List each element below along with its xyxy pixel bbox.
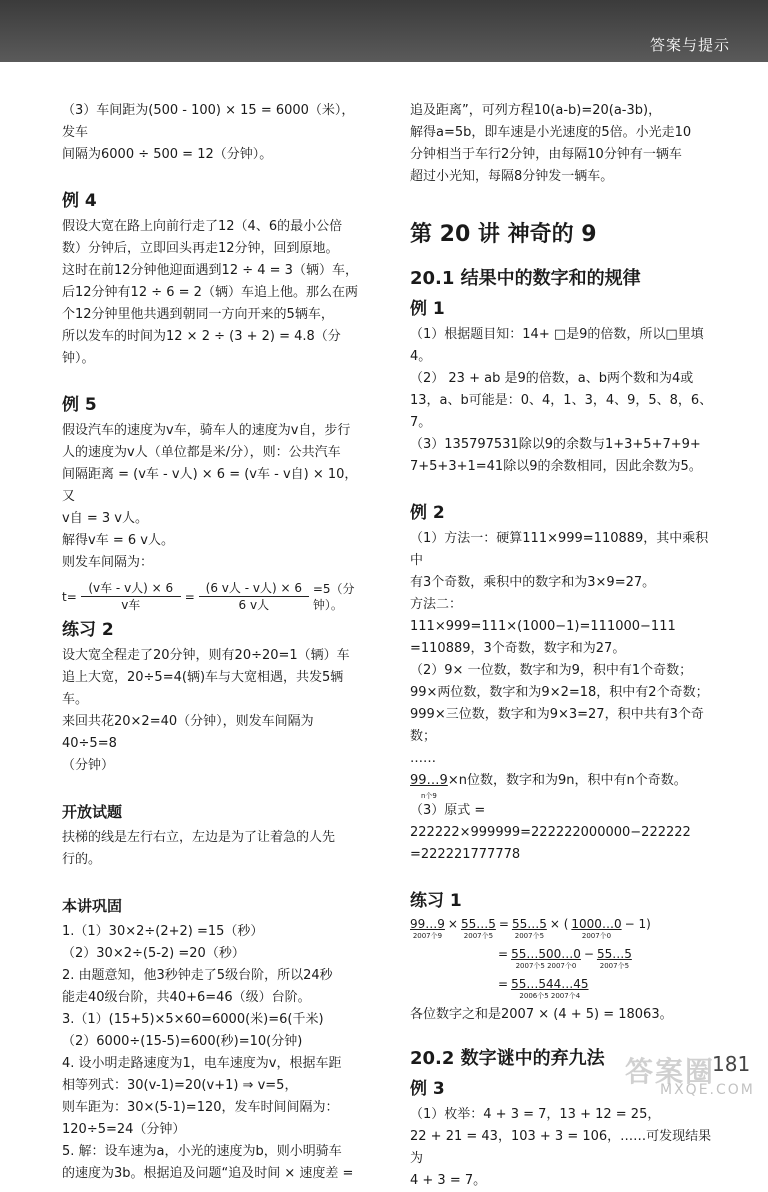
text-line: （2） 23 + ab 是9的倍数，a、b两个数和为4或	[410, 371, 694, 386]
text-line: 方法二：111×999=111×(1000−1)=111000−111	[410, 597, 676, 634]
text-line: 相等列式：30(v-1)=20(v+1) ⇒ v=5，	[62, 1078, 298, 1093]
text-line: 间隔距离 = (v车 - v人) × 6 = (v车 - v自) × 10，又	[62, 467, 358, 504]
text-line: 7+5+3+1=41除以9的余数相同，因此余数为5。	[410, 459, 702, 474]
text-line: 能走40级台阶，共40+6=46（级）台阶。	[62, 990, 311, 1005]
text-line: 2. 由题意知，他3秒钟走了5级台阶，所以24秒	[62, 968, 333, 983]
term-subscript: 2007个5	[599, 962, 630, 970]
open-question-heading: 开放试题	[62, 803, 123, 821]
text-line: （3）135797531除以9的余数与1+3+5+7+9+	[410, 437, 701, 452]
practice-1-equation-1: 99…9 2007个9 × 55…5 2007个5 = 55…5 2007个5 × ( 1000…0 2007个0 − 1)	[410, 917, 651, 940]
lecture-title: 第 20 讲 神奇的 9	[410, 222, 597, 247]
formula-equals: =	[184, 589, 195, 604]
practice-1-equation-2: = 55…500…0 2007个5 2007个0 − 55…5 2007个5	[498, 947, 632, 970]
term: 55…5	[460, 917, 496, 931]
term: 99…9	[410, 917, 445, 931]
formula-denominator: 6 v人	[238, 598, 270, 612]
example-2-heading: 例 2	[410, 503, 445, 523]
term: 55…500…0	[511, 947, 581, 961]
watermark-url: MXQE.COM	[660, 1082, 755, 1098]
text-line: =110889，3个奇数，数字和为27。	[410, 641, 626, 656]
term: 1000…0	[571, 917, 622, 931]
text-line: 分钟相当于车行2分钟，由每隔10分钟有一辆车	[410, 147, 682, 162]
text-line: 22 + 21 = 43，103 + 3 = 106，……可发现结果为	[410, 1129, 712, 1166]
text-line: （1）方法一：硬算111×999=110889，其中乘积中	[410, 531, 709, 568]
text-line: 120÷5=24（分钟）	[62, 1122, 186, 1137]
term-subscript: 2007个5 2007个0	[515, 962, 577, 970]
term: 55…5	[511, 917, 547, 931]
text-line: ……	[410, 751, 436, 766]
formula-numerator: (v车 - v人) × 6	[88, 581, 174, 595]
text-line: 假设大宽在路上向前行走了12（4、6的最小公倍	[62, 219, 343, 234]
text-line: 13，a、b可能是：0、4，1、3，4、9，5、8，6、7。	[410, 393, 713, 430]
nines-line	[410, 770, 720, 800]
nines-subscript: n个9	[420, 792, 437, 800]
text-line: （2）30×2÷(5-2) =20（秒）	[62, 946, 245, 961]
text-line: 所以发车的时间为12 × 2 ÷ (3 + 2) = 4.8（分钟）。	[62, 329, 341, 366]
text-line: 追上大宽，20÷5=4(辆)车与大宽相遇，共发5辆车。	[62, 670, 344, 707]
text-line: 的速度为3b。根据追及问题“追及时间 × 速度差 =	[62, 1166, 354, 1181]
example-3-heading: 例 3	[410, 1079, 445, 1099]
section-20-1-title: 20.1 结果中的数字和的规律	[410, 268, 641, 289]
header-bar	[0, 0, 768, 62]
text-line: 3.（1）(15+5)×5×60=6000(米)=6(千米)	[62, 1012, 324, 1027]
practice-2-heading: 练习 2	[62, 620, 114, 640]
text-line: （3）车间距为(500 - 100) × 15 = 6000（米），发车	[62, 103, 355, 140]
text-line: 这时在前12分钟他迎面遇到12 ÷ 4 = 3（辆）车，	[62, 263, 358, 278]
text-line: =222221777778	[410, 847, 521, 862]
nines-number: 99…9	[410, 773, 448, 788]
text-line: 扶梯的线是左行右立，左边是为了让着急的人先	[62, 830, 336, 845]
text-line: （3）原式 = 222222×999999=222222000000−222222	[410, 803, 691, 840]
term-subscript: 2007个5	[514, 932, 545, 940]
term-subscript: 2007个0	[581, 932, 612, 940]
text-line: 超过小光知，每隔8分钟发一辆车。	[410, 169, 614, 184]
term-subscript: 2007个5	[463, 932, 494, 940]
text-line: 5. 解：设车速为a，小光的速度为b，则小明骑车	[62, 1144, 342, 1159]
text-line: v自 = 3 v人。	[62, 511, 148, 526]
text-line: （分钟）	[62, 758, 115, 773]
text-line: 有3个奇数，乘积中的数字和为3×9=27。	[410, 575, 656, 590]
formula-denominator: v车	[121, 598, 141, 612]
text-line: （2）9× 一位数，数字和为9，积中有1个奇数；	[410, 663, 693, 678]
term: 55…544…45	[511, 977, 589, 991]
text-line: 99×两位数，数字和为9×2=18，积中有2个奇数；	[410, 685, 709, 700]
term-subscript: 2007个9	[412, 932, 443, 940]
text-line: 行的。	[62, 852, 102, 867]
text-line: 则发车间隔为：	[62, 555, 154, 570]
term-subscript: 2006个5 2007个4	[519, 992, 581, 1000]
formula-result: =5（分钟）。	[312, 581, 355, 612]
text-line: 追及距离”，可列方程10(a-b)=20(a-3b)，	[410, 103, 662, 118]
text-line: 假设汽车的速度为v车，骑车人的速度为v自，步行	[62, 423, 351, 438]
review-heading: 本讲巩固	[62, 897, 123, 915]
page-number: 181	[712, 1052, 751, 1076]
term: 55…5	[596, 947, 632, 961]
text-line: 间隔为6000 ÷ 500 = 12（分钟）。	[62, 147, 273, 162]
example-1-heading: 例 1	[410, 299, 445, 319]
watermark-logo: 答案圈	[625, 1055, 716, 1088]
text-line: 1.（1）30×2÷(2+2) =15（秒）	[62, 924, 264, 939]
text-line: 人的速度为v人（单位都是米/分），则：公共汽车	[62, 445, 341, 460]
example-5-heading: 例 5	[62, 395, 97, 415]
text-line: （1）根据题目知：14+ □是9的倍数，所以□里填4。	[410, 327, 704, 364]
text-line: （1）枚举：4 + 3 = 7，13 + 12 = 25，	[410, 1107, 661, 1122]
text-line: 各位数字之和是2007 × (4 + 5) = 18063。	[410, 1007, 673, 1022]
left-column	[62, 100, 367, 1185]
practice-1-equation-3: = 55…544…45 2006个5 2007个4	[498, 977, 589, 1000]
text-line: 解得v车 = 6 v人。	[62, 533, 174, 548]
text-line: 解得a=5b，即车速是小光速度的5倍。小光走10	[410, 125, 692, 140]
practice-1-heading: 练习 1	[410, 891, 462, 911]
formula-lhs: t=	[62, 589, 77, 604]
interval-formula	[62, 580, 367, 613]
text-line: 个12分钟里他共遇到朝同一方向开来的5辆车，	[62, 307, 334, 322]
text-line: 4. 设小明走路速度为1，电车速度为v，根据车距	[62, 1056, 342, 1071]
section-20-2-title: 20.2 数字谜中的弃九法	[410, 1048, 605, 1069]
text-line: （2）6000÷(15-5)=600(秒)=10(分钟)	[62, 1034, 303, 1049]
text-line: 999×三位数，数字和为9×3=27，积中共有3个奇数；	[410, 707, 704, 744]
text-line: 则车距为：30×(5-1)=120，发车时间间隔为：	[62, 1100, 339, 1115]
example-4-heading: 例 4	[62, 191, 97, 211]
formula-numerator: (6 v人 - v人) × 6	[205, 581, 302, 595]
text-line: 设大宽全程走了20分钟，则有20÷20=1（辆）车	[62, 648, 350, 663]
text-line: 后12分钟有12 ÷ 6 = 2（辆）车追上他。那么在两	[62, 285, 358, 300]
header-title: 答案与提示	[649, 36, 730, 54]
text-line: 来回共花20×2=40（分钟），则发车间隔为40÷5=8	[62, 714, 314, 751]
right-column	[410, 100, 720, 1192]
text-line: ×n位数，数字和为9n，积中有n个奇数。	[447, 773, 687, 788]
text-line: 4 + 3 = 7。	[410, 1173, 487, 1188]
text-line: 数）分钟后，立即回头再走12分钟，回到原地。	[62, 241, 339, 256]
